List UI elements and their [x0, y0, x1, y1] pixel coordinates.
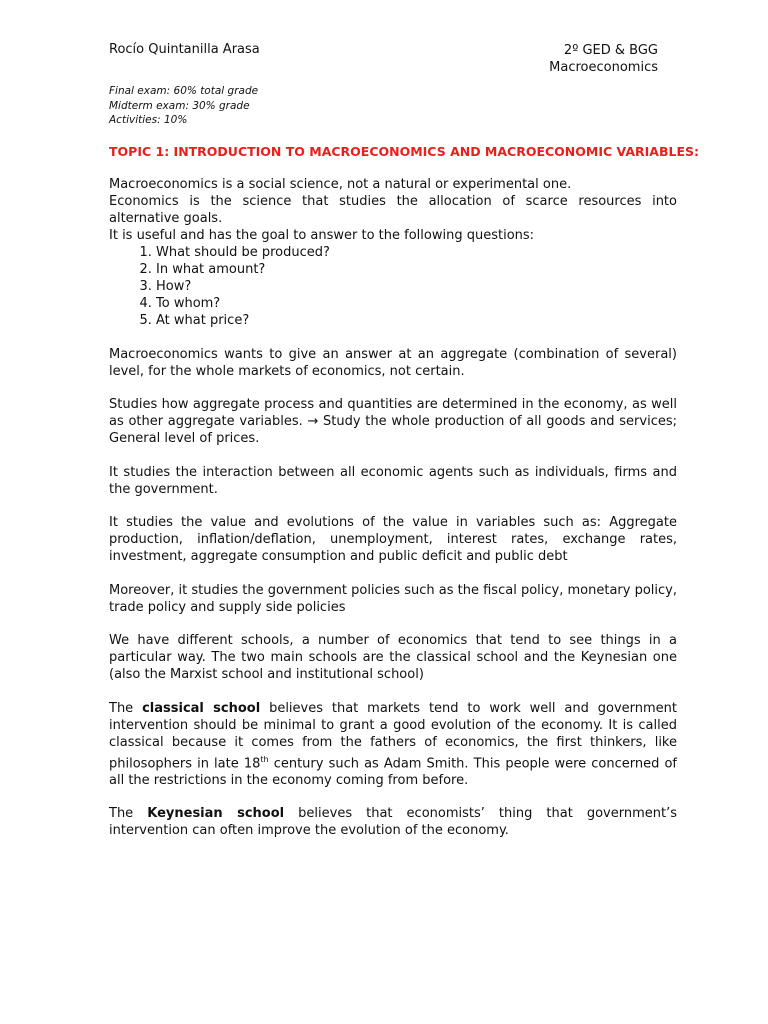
document-body — [109, 176, 677, 839]
classical-term: classical school — [142, 700, 261, 716]
grade-midterm: Midterm exam: 30% grade — [109, 99, 250, 112]
author-name: Rocío Quintanilla Arasa — [109, 42, 260, 57]
paragraph-classical — [109, 700, 677, 789]
paragraph-variables: It studies the value and evolutions of the value in variables such as: Aggregate production, inflation/deflation, unemployment, interest rates, exchange rates, investment, aggregate consumption and public deficit and public debt — [109, 515, 677, 564]
topic-title: TOPIC 1: INTRODUCTION TO MACROECONOMICS AND MACROECONOMIC VARIABLES: — [109, 144, 699, 159]
keynesian-prefix: The — [109, 806, 134, 822]
list-item: 4. To whom? — [156, 295, 677, 312]
classical-text-a: believes that markets tend to work well and government intervention should be minimal to grant a good evolution of the economy. It is called classical because it comes from the fathers of economics, the first thinkers, like philosophers in late 18 — [109, 700, 678, 771]
list-item: 2. In what amount? — [156, 261, 677, 278]
intro-line: It is useful and has the goal to answer to the following questions: — [109, 228, 535, 243]
paragraph-studies: Studies how aggregate process and quantities are determined in the economy, as well as other aggregate variables. → Study the whole production of all goods and services; General level of prices. — [109, 397, 677, 446]
course-info — [549, 42, 658, 76]
intro-line: Macroeconomics is a social science, not a natural or experimental one. — [109, 177, 572, 192]
list-item: 1. What should be produced? — [156, 244, 677, 261]
list-item: 3. How? — [156, 278, 677, 295]
course-label: 2º GED & BGG — [563, 43, 658, 58]
paragraph-policies: Moreover, it studies the government policies such as the fiscal policy, monetary policy, trade policy and supply side policies — [109, 582, 677, 615]
grade-final: Final exam: 60% total grade — [109, 85, 259, 97]
keynesian-text: believes that economists’ thing that government’s intervention can often improve the evolution of the economy. — [109, 806, 677, 839]
ordinal-suffix: th — [260, 754, 269, 764]
paragraph-aggregate: Macroeconomics wants to give an answer at an aggregate (combination of several) level, for the whole markets of economics, not certain. — [109, 346, 677, 379]
classical-text-b: century such as Adam Smith. This people were concerned of all the restrictions in the economy coming from before. — [109, 755, 677, 788]
intro-line: Economics is the science that studies the allocation of scarce resources into alternative goals. — [109, 194, 677, 226]
paragraph-interaction: It studies the interaction between all economic agents such as individuals, firms and the government. — [109, 464, 677, 497]
grade-activities: Activities: 10% — [109, 114, 188, 126]
paragraph-schools: We have different schools, a number of economics that tend to see things in a particular way. The two main schools are the classical school and the Keynesian one (also the Marxist school and institutional school) — [109, 633, 677, 682]
keynesian-term: Keynesian school — [147, 806, 285, 822]
grading-breakdown — [109, 84, 258, 128]
subject-label: Macroeconomics — [549, 60, 658, 75]
classical-prefix: The — [109, 700, 134, 716]
list-item: 5. At what price? — [156, 312, 677, 329]
questions-list — [109, 244, 677, 329]
paragraph-keynesian — [109, 805, 677, 839]
